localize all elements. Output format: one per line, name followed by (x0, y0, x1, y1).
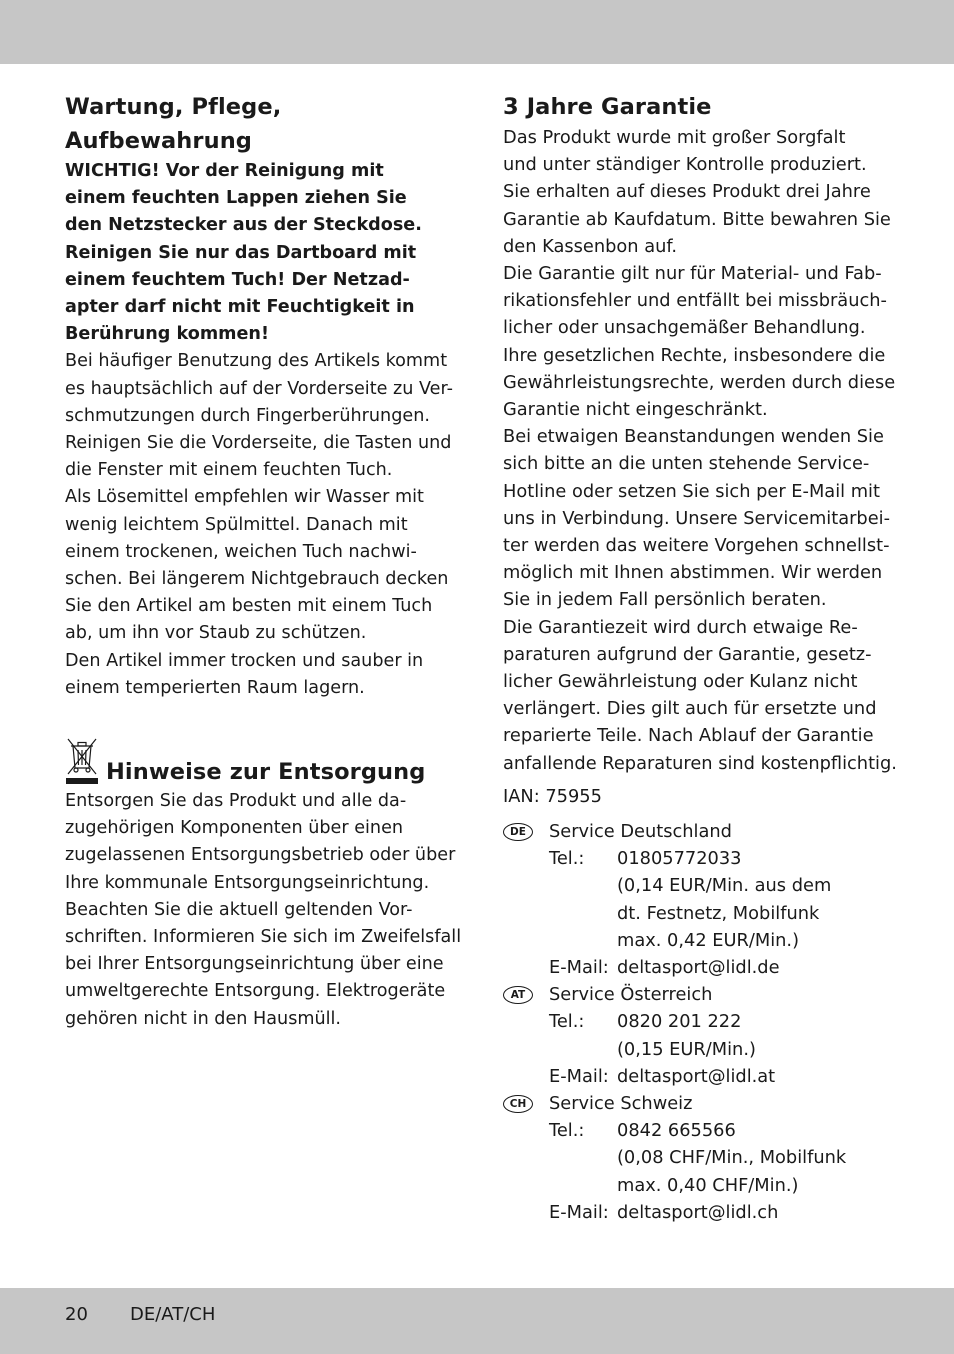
body-line: Sie erhalten auf dieses Produkt drei Jahre (503, 181, 871, 203)
body-line: ter werden das weitere Vorgehen schnellst- (503, 535, 890, 557)
body-line: Bei häufiger Benutzung des Artikels kommt (65, 351, 448, 372)
left-column (65, 90, 462, 1033)
body-line: bei Ihrer Entsorgungseinrichtung über eine (65, 954, 444, 975)
body-line: Beachten Sie die aktuell geltenden Vor- (65, 899, 413, 920)
page-number: 20 (65, 1304, 88, 1325)
body-line: Das Produkt wurde mit großer Sorgfalt (503, 127, 846, 148)
maintenance-heading (65, 90, 455, 158)
service-title: Service Schweiz (549, 1092, 693, 1114)
service-title: Service Deutschland (549, 821, 732, 843)
warranty-body (503, 124, 898, 777)
tel-note: (0,08 CHF/Min., Mobilfunk (617, 1147, 847, 1169)
email-link[interactable]: deltasport@lidl.ch (617, 1201, 779, 1223)
tel-label: Tel.: (549, 1011, 585, 1033)
body-line: einem trockenen, weichen Tuch nachwi- (65, 541, 417, 562)
crossed-bin-icon (65, 736, 99, 786)
email-label: E-Mail: (549, 1065, 609, 1087)
notice-line: einem feuchtem Tuch! Der Netzad- (65, 269, 410, 290)
disposal-body (65, 788, 462, 1033)
body-line: Entsorgen Sie das Produkt und alle da- (65, 791, 407, 812)
body-line: zugelassenen Entsorgungsbetrieb oder über (65, 845, 456, 866)
heading-line: Wartung, Pflege, (65, 94, 282, 120)
body-line: Ihre kommunale Entsorgungseinrichtung. (65, 872, 430, 893)
tel-note: (0,15 EUR/Min.) (617, 1038, 756, 1060)
country-badge-ch: CH (503, 1095, 533, 1113)
notice-line: den Netzstecker aus der Steckdose. (65, 215, 422, 236)
body-line: Ihre gesetzlichen Rechte, insbesondere die (503, 344, 886, 366)
body-line: schmutzungen durch Fingerberührungen. (65, 405, 430, 426)
email-link[interactable]: deltasport@lidl.at (617, 1065, 776, 1087)
header-bar (0, 0, 954, 64)
body-line: Die Garantiezeit wird durch etwaige Re- (503, 616, 858, 638)
disposal-heading: Hinweise zur Entsorgung (106, 759, 426, 786)
tel-number: 0820 201 222 (617, 1011, 742, 1033)
email-link[interactable]: deltasport@lidl.de (617, 957, 780, 979)
disposal-section (65, 732, 462, 1033)
body-line: rikationsfehler und entfällt bei missbräuch- (503, 290, 887, 312)
body-line: zugehörigen Komponenten über einen (65, 818, 404, 839)
body-line: die Fenster mit einem feuchten Tuch. (65, 460, 393, 481)
body-line: schen. Bei längerem Nichtgebrauch decken (65, 569, 449, 590)
maintenance-body (65, 348, 455, 702)
body-line: verlängert. Dies gilt auch für ersetzte und (503, 698, 877, 720)
body-line: Sie in jedem Fall persönlich beraten. (503, 589, 827, 611)
country-badge-at: AT (503, 986, 533, 1004)
body-line: reparierte Teile. Nach Ablauf der Garantie (503, 725, 874, 747)
service-de (503, 818, 898, 981)
body-line: anfallende Reparaturen sind kostenpflichtig. (503, 752, 897, 774)
tel-note: dt. Festnetz, Mobilfunk (617, 902, 820, 924)
body-line: Als Lösemittel empfehlen wir Wasser mit (65, 487, 424, 508)
body-line: licher Gewährleistung oder Kulanz nicht (503, 671, 858, 693)
body-line: schriften. Informieren Sie sich im Zweifelsfall (65, 927, 462, 948)
country-badge-de: DE (503, 823, 533, 841)
body-line: Bei etwaigen Beanstandungen wenden Sie (503, 426, 884, 448)
heading-line: Aufbewahrung (65, 128, 253, 154)
body-line: Die Garantie gilt nur für Material- und Fab- (503, 263, 882, 285)
notice-line: einem feuchten Lappen ziehen Sie (65, 188, 407, 209)
tel-number: 01805772033 (617, 848, 742, 870)
right-column (503, 90, 898, 1226)
body-line: Hotline oder setzen Sie sich per E-Mail mit (503, 480, 880, 502)
body-line: möglich mit Ihnen abstimmen. Wir werden (503, 562, 883, 584)
notice-line: Reinigen Sie nur das Dartboard mit (65, 242, 417, 263)
email-label: E-Mail: (549, 957, 609, 979)
body-line: einem temperierten Raum lagern. (65, 677, 365, 698)
body-line: Garantie nicht eingeschränkt. (503, 399, 768, 421)
tel-note: max. 0,42 EUR/Min.) (617, 929, 800, 951)
tel-label: Tel.: (549, 1120, 585, 1142)
body-line: sich bitte an die unten stehende Service- (503, 453, 870, 475)
language-codes: DE/AT/CH (130, 1304, 216, 1325)
warranty-heading: 3 Jahre Garantie (503, 94, 712, 120)
service-at (503, 981, 898, 1090)
body-line: ab, um ihn vor Staub zu schützen. (65, 623, 367, 644)
body-line: Den Artikel immer trocken und sauber in (65, 650, 424, 671)
body-line: es hauptsächlich auf der Vorderseite zu Ver- (65, 378, 453, 399)
email-label: E-Mail: (549, 1201, 609, 1223)
body-line: Sie den Artikel am besten mit einem Tuch (65, 596, 433, 617)
body-line: gehören nicht in den Hausmüll. (65, 1008, 342, 1029)
body-line: den Kassenbon auf. (503, 235, 678, 257)
body-line: wenig leichtem Spülmittel. Danach mit (65, 514, 408, 535)
tel-note: (0,14 EUR/Min. aus dem (617, 875, 832, 897)
tel-number: 0842 665566 (617, 1120, 736, 1142)
important-notice (65, 158, 455, 348)
disposal-heading-row (65, 732, 455, 786)
notice-line: WICHTIG! Vor der Reinigung mit (65, 161, 384, 181)
tel-label: Tel.: (549, 848, 585, 870)
ian-number: IAN: 75955 (503, 785, 602, 807)
body-line: und unter ständiger Kontrolle produziert. (503, 154, 867, 176)
body-line: uns in Verbindung. Unsere Servicemitarbei- (503, 507, 891, 529)
service-title: Service Österreich (549, 984, 713, 1006)
body-line: paraturen aufgrund der Garantie, gesetz- (503, 643, 872, 665)
notice-line: Berührung kommen! (65, 324, 269, 345)
service-ch (503, 1090, 898, 1226)
body-line: umweltgerechte Entsorgung. Elektrogeräte (65, 981, 446, 1002)
body-line: Reinigen Sie die Vorderseite, die Tasten und (65, 433, 452, 454)
tel-note: max. 0,40 CHF/Min.) (617, 1174, 799, 1196)
body-line: Garantie ab Kaufdatum. Bitte bewahren Sie (503, 208, 891, 230)
body-line: Gewährleistungsrechte, werden durch diese (503, 371, 896, 393)
notice-line: apter darf nicht mit Feuchtigkeit in (65, 297, 415, 318)
body-line: licher oder unsachgemäßer Behandlung. (503, 317, 866, 339)
